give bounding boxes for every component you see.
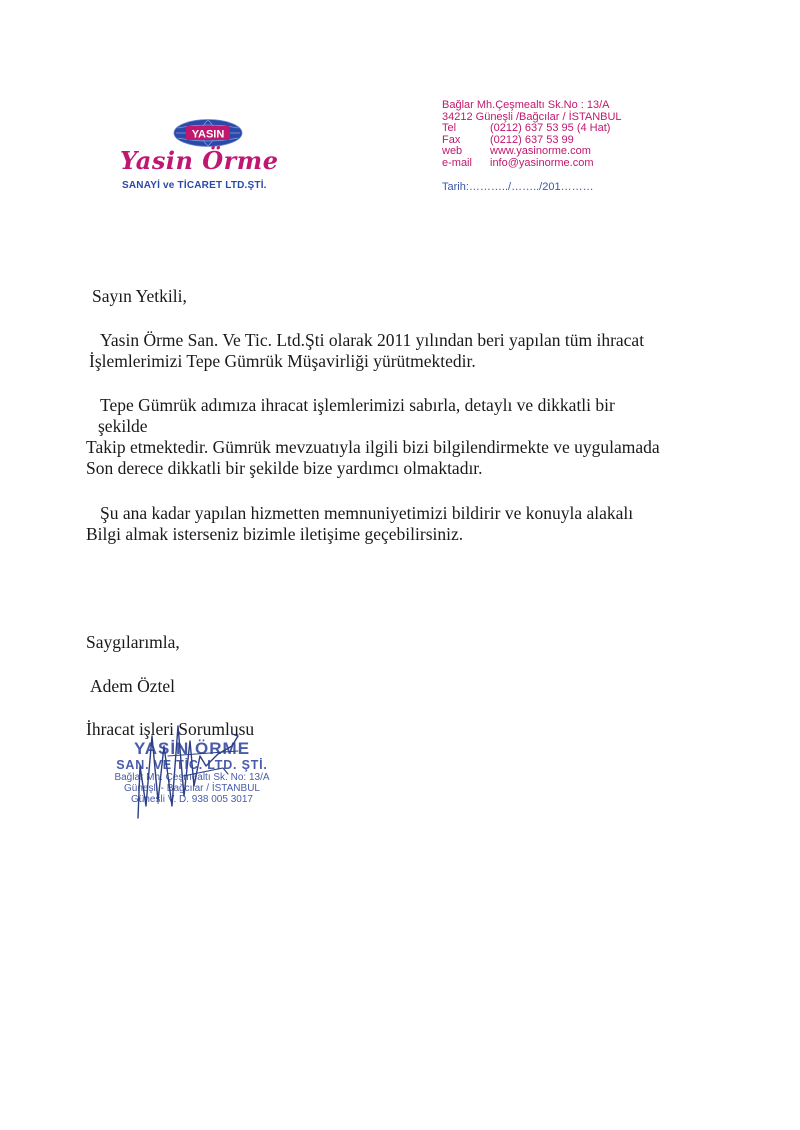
tel-value: (0212) 637 53 95 (4 Hat) bbox=[490, 122, 611, 135]
signer-name: Adem Öztel bbox=[90, 676, 176, 696]
globe-icon bbox=[172, 118, 244, 148]
paragraph-2-line-4: Son derece dikkatli bir şekilde bize yardımcı olmaktadır. bbox=[86, 458, 483, 478]
paragraph-3-line-1: Şu ana kadar yapılan hizmetten memnuniyetimizi bildirir ve konuyla alakalı bbox=[100, 503, 634, 523]
email-value: info@yasinorme.com bbox=[490, 156, 594, 169]
paragraph-2-line-3: Takip etmektedir. Gümrük mevzuatıyla ilgili bizi bilgilendirmekte ve uygulamada bbox=[86, 437, 660, 457]
email-label: e-mail bbox=[442, 156, 472, 169]
paragraph-2-line-2: şekilde bbox=[98, 416, 148, 436]
web-value: www.yasinorme.com bbox=[490, 145, 591, 158]
web-label: web bbox=[442, 145, 463, 158]
company-subtitle: SANAYİ ve TİCARET LTD.ŞTİ. bbox=[122, 180, 267, 191]
stamp-address-1: Bağlar Mh. Çeşmealtı Sk. No: 13/A bbox=[114, 772, 270, 783]
stamp-subtitle: SAN. VE TİC. LTD. ŞTİ. bbox=[116, 758, 268, 772]
handwritten-signature bbox=[128, 706, 258, 826]
company-name: Yasin Örme bbox=[120, 146, 279, 175]
paragraph-3-line-2: Bilgi almak isterseniz bizimle iletişime geçebilirsiniz. bbox=[86, 524, 464, 544]
logo-badge: YASIN bbox=[191, 128, 225, 141]
stamp-address-2: Güneşli - Bağcılar / İSTANBUL bbox=[124, 783, 260, 794]
fax-label: Fax bbox=[442, 133, 461, 146]
company-logo bbox=[115, 118, 315, 198]
address-line-1: Bağlar Mh.Çeşmealtı Sk.No : 13/A bbox=[442, 99, 610, 111]
fax-value: (0212) 637 53 99 bbox=[490, 133, 574, 146]
tel-label: Tel bbox=[442, 122, 457, 135]
signer-title: İhracat işleri Sorumlusu bbox=[86, 719, 255, 739]
date-line: Tarih:………../……../201……… bbox=[442, 181, 594, 193]
address-block bbox=[442, 100, 732, 170]
address-line-2: 34212 Güneşli /Bağcılar / İSTANBUL bbox=[442, 110, 622, 123]
stamp-tax-office: Güneşli V. D. 938 005 3017 bbox=[131, 794, 253, 805]
paragraph-1-line-2: İşlemlerimizi Tepe Gümrük Müşavirliği yürütmektedir. bbox=[89, 351, 476, 371]
tel-row bbox=[442, 123, 732, 135]
salutation: Sayın Yetkili, bbox=[92, 286, 187, 306]
paragraph-1-line-1: Yasin Örme San. Ve Tic. Ltd.Şti olarak 2011 yılından beri yapılan tüm ihracat bbox=[100, 330, 645, 350]
paragraph-2-line-1: Tepe Gümrük adımıza ihracat işlemlerimizi sabırla, detaylı ve dikkatli bir bbox=[100, 395, 615, 415]
email-row bbox=[442, 158, 732, 170]
closing: Saygılarımla, bbox=[86, 632, 180, 652]
stamp-title: YASİN ÖRME bbox=[133, 739, 251, 758]
